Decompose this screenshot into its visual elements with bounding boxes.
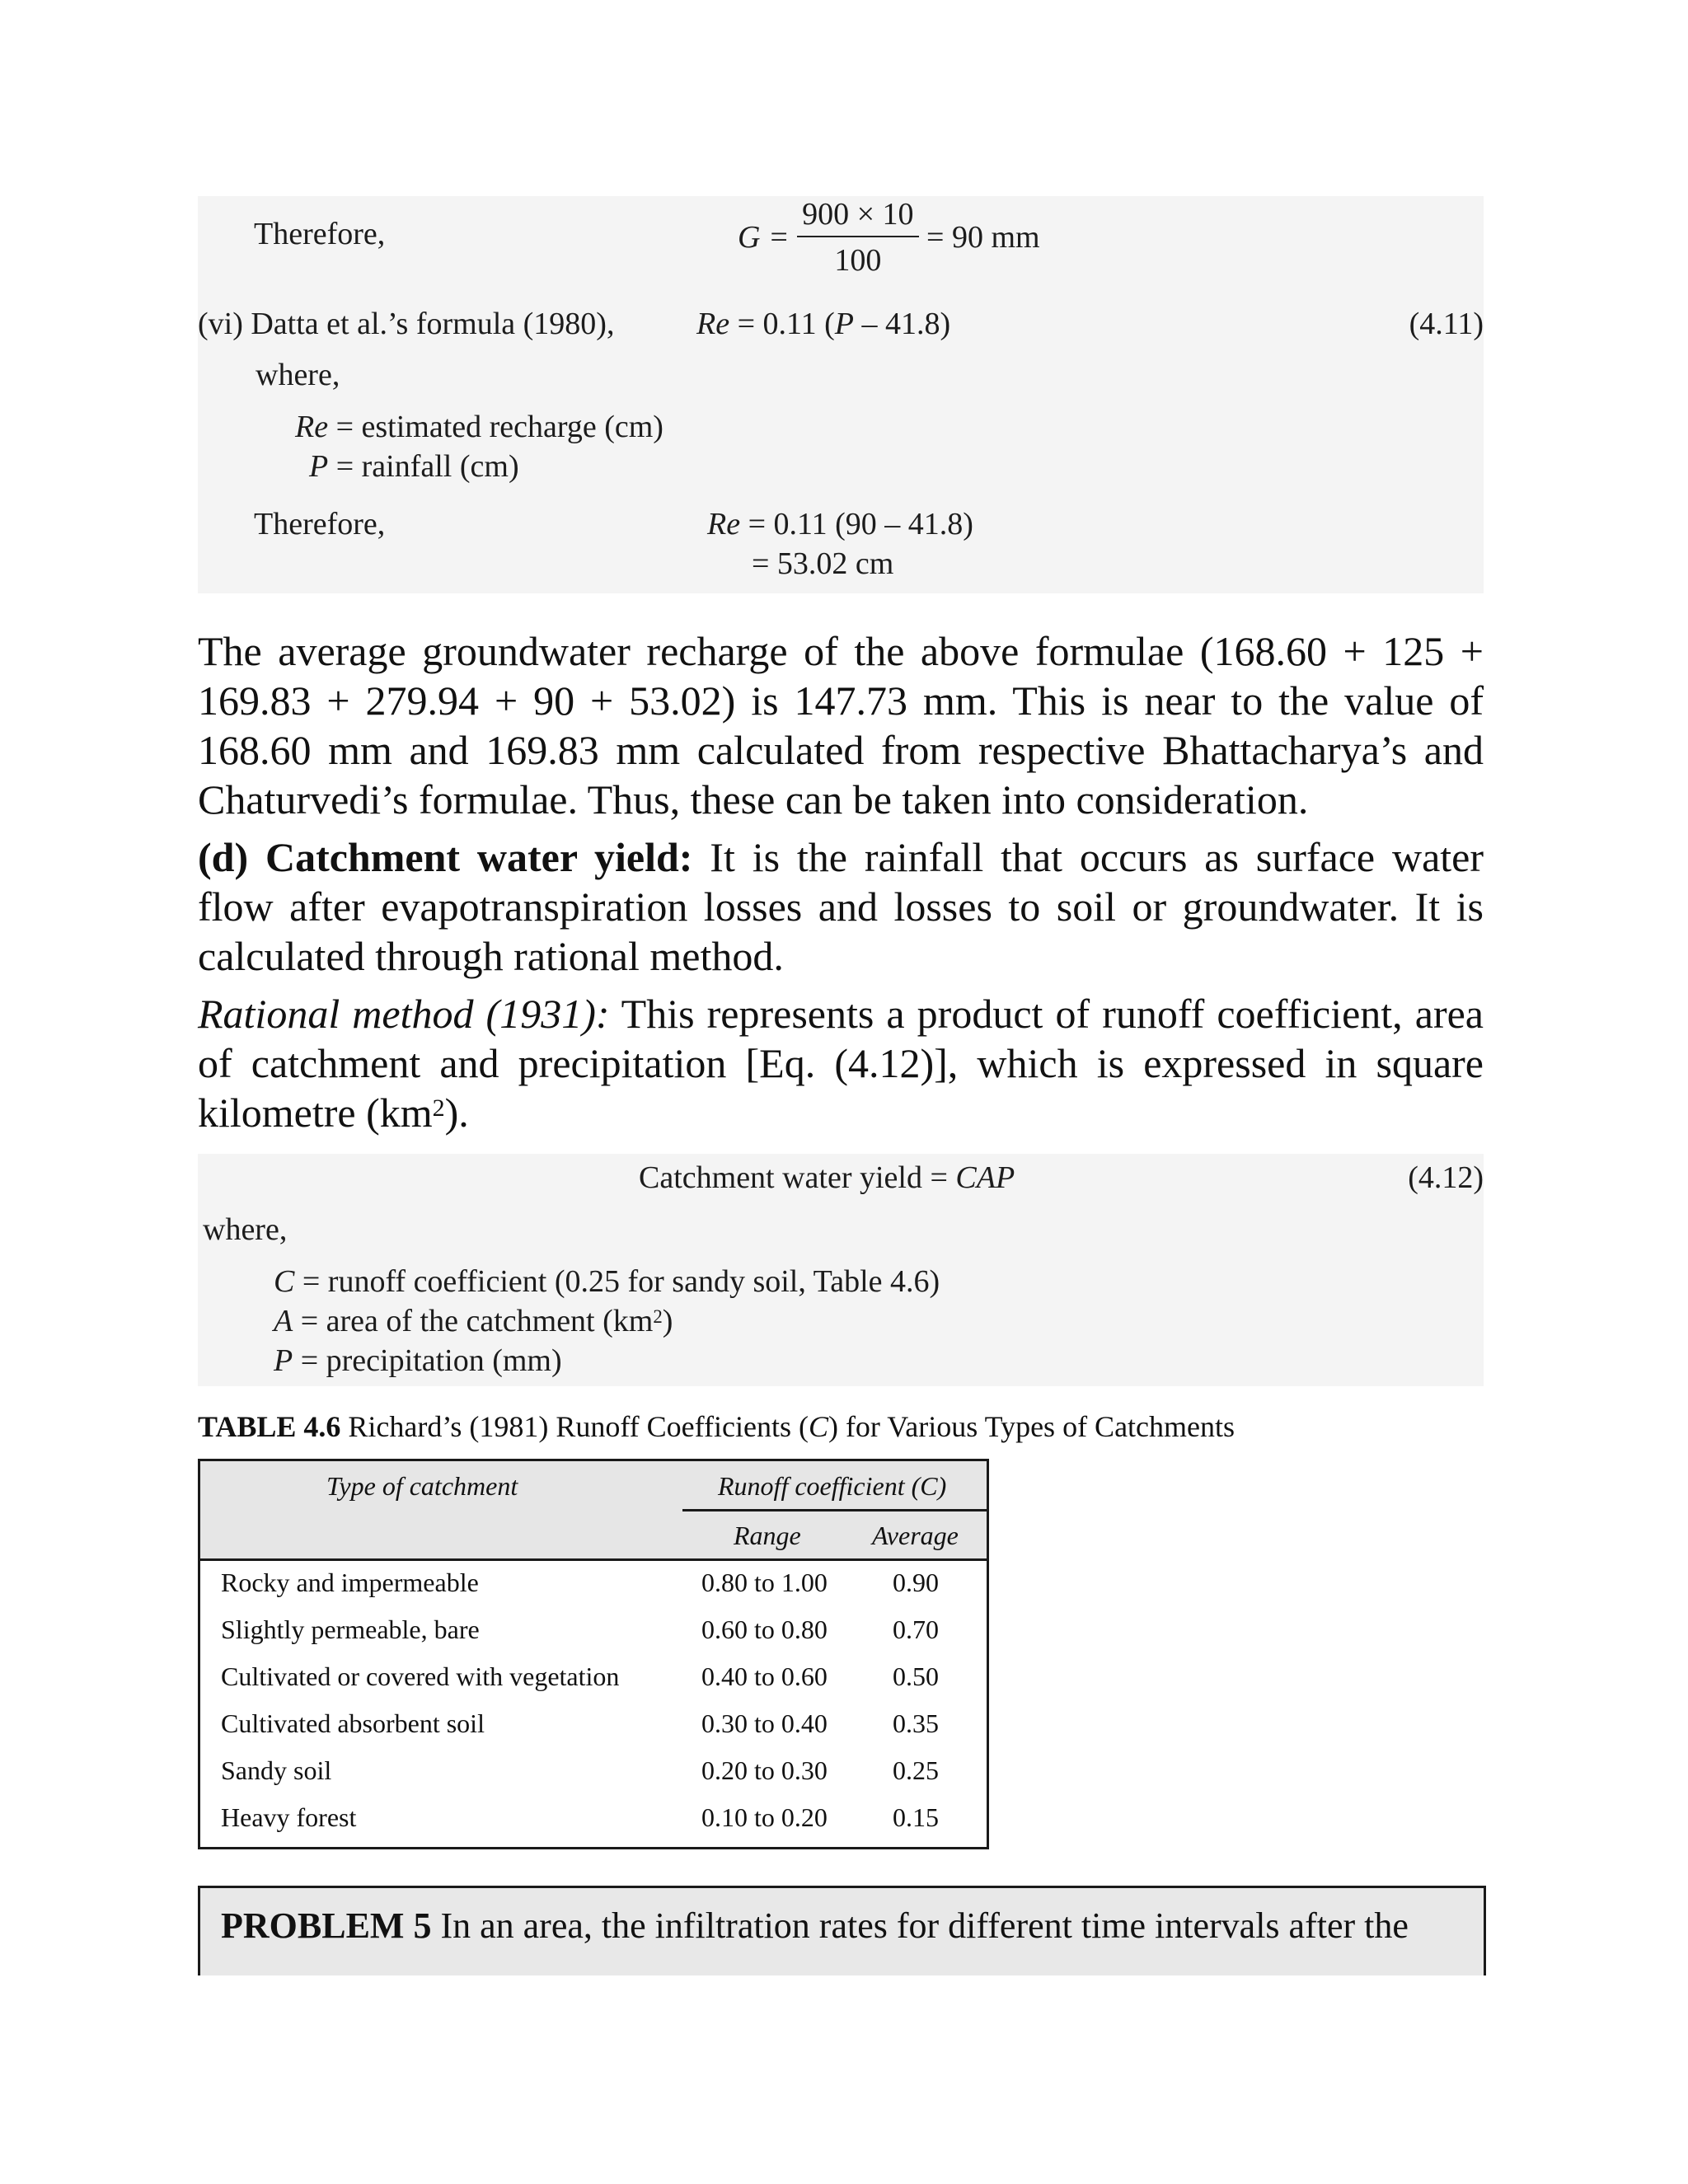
table-row: [200, 1754, 987, 1798]
table-row: [200, 1801, 987, 1845]
caption-text: ) for Various Types of Catchments: [828, 1410, 1236, 1443]
var-cap: CAP: [955, 1160, 1015, 1195]
problem-text: [221, 1905, 1409, 1947]
text-run: It is the rainfall that occurs as surface water: [692, 834, 1484, 880]
definition-text: = rainfall (cm): [335, 449, 519, 484]
cell-range: 0.10 to 0.20: [701, 1802, 828, 1832]
text-line: calculated through rational method.: [198, 933, 784, 979]
header-range: Range: [734, 1521, 801, 1550]
table-number: TABLE 4.6: [198, 1410, 341, 1443]
table-row: [200, 1613, 987, 1657]
g-rhs: = 90 mm: [926, 220, 1040, 255]
equation-text: Catchment water yield =: [639, 1160, 948, 1195]
cell-type: Heavy forest: [221, 1802, 357, 1832]
where-label: where,: [256, 358, 340, 392]
datta-formula: [696, 306, 950, 342]
definition-a: [274, 1303, 673, 1339]
text-line: [198, 832, 1484, 882]
table-caption: [198, 1409, 1235, 1444]
cell-average: 0.25: [893, 1755, 939, 1785]
definition-p: [274, 1343, 562, 1379]
header-type: Type of catchment: [326, 1471, 518, 1501]
var-a: A: [274, 1304, 293, 1338]
g-equation: [738, 196, 1040, 279]
problem-body: In an area, the infiltration rates for different time intervals after the: [431, 1905, 1409, 1946]
cell-type: Sandy soil: [221, 1755, 332, 1785]
cell-type: Cultivated or covered with vegetation: [221, 1661, 620, 1691]
cell-type: Rocky and impermeable: [221, 1568, 479, 1597]
re-calculation: [707, 506, 973, 542]
method-heading: Rational method (1931):: [198, 991, 610, 1037]
g-denominator: 100: [834, 243, 882, 278]
paragraph-catchment-yield: [198, 832, 1484, 981]
g-numerator: 900 × 10: [797, 196, 918, 237]
cell-average: 0.90: [893, 1568, 939, 1597]
cell-average: 0.70: [893, 1615, 939, 1644]
text-line: [198, 1088, 1484, 1137]
table-row: [200, 1660, 987, 1704]
table-row: [200, 1566, 987, 1610]
g-lhs: G =: [738, 220, 790, 255]
datta-label: (vi) Datta et al.’s formula (1980),: [198, 307, 615, 341]
cell-range: 0.30 to 0.40: [701, 1708, 828, 1738]
g-fraction: [797, 196, 918, 279]
table-header: [200, 1461, 987, 1561]
var-c: C: [274, 1264, 295, 1299]
var-p: P: [309, 449, 329, 484]
superscript: 2: [653, 1305, 663, 1327]
catchment-equation: [639, 1160, 1015, 1196]
caption-text: Richard’s (1981) Runoff Coefficients (: [340, 1410, 809, 1443]
cell-range: 0.80 to 1.00: [701, 1568, 828, 1597]
var-p: P: [274, 1343, 293, 1378]
text-line: Chaturvedi’s formulae. Thus, these can be taken into consideration.: [198, 776, 1309, 823]
text-line: [198, 989, 1484, 1038]
problem-label: PROBLEM 5: [221, 1905, 432, 1946]
cell-range: 0.40 to 0.60: [701, 1661, 828, 1691]
equation-number: (4.11): [1409, 307, 1484, 341]
text-run: kilometre (km: [198, 1090, 433, 1136]
superscript: 2: [432, 1094, 445, 1122]
cell-range: 0.20 to 0.30: [701, 1755, 828, 1785]
runoff-coefficient-table: [198, 1459, 989, 1849]
text-line: 168.60 mm and 169.83 mm calculated from respective Bhattacharya’s and: [198, 727, 1484, 773]
table-row: [200, 1707, 987, 1751]
definition-text: ): [662, 1304, 673, 1338]
text-line: of catchment and precipitation [Eq. (4.12)], which is expressed in square: [198, 1040, 1484, 1086]
header-average: Average: [872, 1521, 959, 1550]
formula-part: = 0.11 (: [737, 307, 835, 341]
formula-block-catchment: [198, 1154, 1484, 1386]
problem-box: [198, 1886, 1486, 1975]
header-divider: [682, 1509, 987, 1511]
definition-p: [309, 448, 519, 485]
paragraph-rational-method: [198, 989, 1484, 1137]
formula-block-datta: [198, 196, 1484, 593]
var-p: P: [834, 307, 854, 341]
text-line: The average groundwater recharge of the above formulae (168.60 + 125 +: [198, 628, 1484, 674]
var-re: Re: [696, 307, 730, 341]
definition-text: = runoff coefficient (0.25 for sandy soil, Table 4.6): [302, 1264, 940, 1299]
definition-text: = estimated recharge (cm): [335, 410, 663, 444]
equation-number: (4.12): [1408, 1160, 1484, 1195]
re-result: = 53.02 cm: [752, 546, 894, 581]
text-line: flow after evapotranspiration losses and losses to soil or groundwater. It is: [198, 883, 1484, 930]
text-line: 169.83 + 279.94 + 90 + 53.02) is 147.73 mm. This is near to the value of: [198, 677, 1484, 724]
cell-range: 0.60 to 0.80: [701, 1615, 828, 1644]
cell-type: Cultivated absorbent soil: [221, 1708, 485, 1738]
text-run: This represents a product of runoff coefficient, area: [609, 991, 1484, 1037]
caption-var: C: [808, 1410, 828, 1443]
therefore-label: Therefore,: [254, 507, 386, 541]
definition-text: = area of the catchment (km: [300, 1304, 654, 1338]
definition-c: [274, 1263, 940, 1300]
section-heading: (d) Catchment water yield:: [198, 834, 693, 880]
where-label: where,: [203, 1212, 288, 1247]
cell-average: 0.35: [893, 1708, 939, 1738]
text-run: ).: [444, 1090, 469, 1136]
cell-average: 0.50: [893, 1661, 939, 1691]
header-runoff: Runoff coefficient (C): [718, 1471, 947, 1501]
definition-text: = precipitation (mm): [300, 1343, 562, 1378]
calc-text: = 0.11 (90 – 41.8): [748, 507, 973, 541]
therefore-label: Therefore,: [254, 217, 386, 251]
var-re: Re: [295, 410, 329, 444]
formula-part: – 41.8): [861, 307, 951, 341]
var-re: Re: [707, 507, 741, 541]
paragraph-average-recharge: [198, 626, 1484, 824]
cell-average: 0.15: [893, 1802, 939, 1832]
definition-re: [295, 409, 663, 445]
cell-type: Slightly permeable, bare: [221, 1615, 480, 1644]
